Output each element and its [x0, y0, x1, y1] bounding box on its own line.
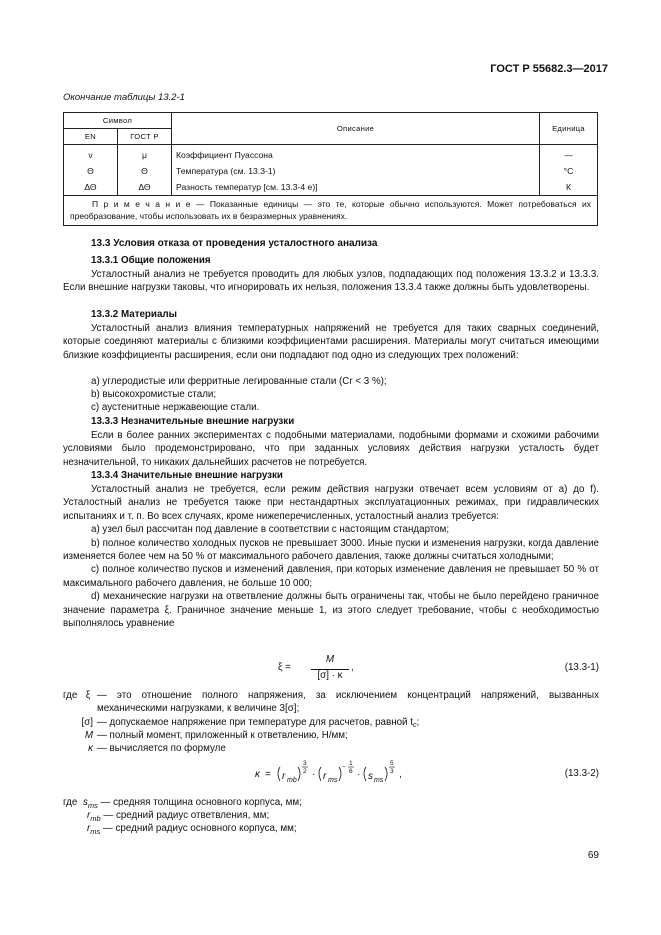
eq1-lhs: ξ = — [278, 662, 291, 673]
def-kappa: — вычисляется по формуле — [97, 743, 226, 754]
table-cell-en: ν — [64, 145, 118, 164]
svg-text:κ: κ — [255, 769, 260, 780]
svg-text:r: r — [282, 771, 286, 782]
table-cell-gost: μ — [118, 145, 172, 164]
svg-text:·: · — [357, 769, 361, 780]
paragraph-13-3-4: Усталостный анализ не требуется, если режим действия нагрузки отвечает всем условиям от а) до f). Усталостный анализ не требуется также при нестандартных эксплуатационных режимах, при гидравлических испытаниях и т. п. Во всех случаях, кроме нижеперечисленных, усталостный анализ требуется: а) узел был рассчитан под давление в соответствии с настоящим стандартом; b) полное количество холодных пусков не превышает 3000. Иные пуски и изменения нагрузки, когда давление изменяется более чем на 50 % от максимального рабочего давления, также должны считаться холодными; c) полное количество пусков и изменений давления, при которых изменение давления не превышает 50 % от максимального рабочего давления, не больше 10 000; d) механические нагрузки на ответвление должны быть ограничены так, чтобы не было перейдено граничное значение параметра ξ. Граничное значение меньше 1, из этого следует требование, чтобы с необходимостью выполнялось уравнение — [63, 484, 599, 630]
table-cell-desc: Разность температур [см. 13.3-4 е)] — [172, 179, 540, 196]
svg-text:−: − — [342, 764, 346, 771]
svg-text:,: , — [399, 769, 402, 780]
subsection-title-13-3-3: 13.3.3 Незначительные внешние нагрузки — [91, 416, 295, 427]
table-cell-unit: °C — [540, 163, 598, 179]
table-caption: Окончание таблицы 13.2-1 — [63, 92, 185, 103]
eq1-numerator: M — [325, 654, 335, 665]
table-row — [64, 179, 598, 196]
table-cell-unit: К — [540, 179, 598, 196]
where-item: $s_{ms}$ — средняя толщина основного корпуса, мм; — [83, 797, 302, 810]
paragraph-13-3-2: Усталостный анализ влияния температурных напряжений не требуется для таких сварных соединений, которые соединяют материалы с близкими коэффициентами расширения. Материалы могут считаться имеющими близкие коэффициенты расширения, если они подпадают под одно из следующих трех положений: — [63, 323, 599, 361]
svg-text:3: 3 — [390, 768, 394, 775]
svg-text:1: 1 — [349, 760, 353, 767]
sigma-subscript: c — [412, 722, 417, 729]
svg-text:s: s — [368, 771, 373, 782]
eq1-tail: , — [351, 662, 354, 673]
list-item: b) высокохромистые стали; — [91, 389, 217, 400]
equation-13-3-2 — [255, 755, 425, 787]
symbol-sigma: [σ] — [81, 717, 93, 728]
equation-13-3-1 — [278, 654, 368, 684]
table-cell-gost: Θ — [118, 163, 172, 179]
paragraph-13-3-3: Если в более ранних экспериментах с подобными материалами, подобными формами и схожими рабочими условиями было продемонстрировано, что при заданных условиях действия нагрузки усталость будет незначительной, то никаких дальнейших расчетов не потребуется. — [63, 430, 599, 468]
svg-text:r: r — [323, 771, 327, 782]
symbol-xi: ξ — [85, 690, 91, 701]
svg-text:5: 5 — [390, 760, 394, 767]
def-m: — полный момент, приложенный к ответвлению, Н/мм; — [97, 730, 348, 741]
note-text: — Показанные единицы — это те, которые обычно используются. Может потребоваться их преобразование, чтобы использовать их в безразмерных уравнениях. — [70, 199, 591, 221]
list-item: а) углеродистые или ферритные легированные стали (Cr < 3 %); — [91, 376, 387, 387]
svg-text:ms: ms — [328, 777, 338, 784]
svg-text:2: 2 — [303, 768, 307, 775]
table-header-symbol: Символ — [64, 113, 172, 129]
section-title: 13.3 Условия отказа от проведения усталостного анализа — [91, 238, 378, 249]
subsection-title-13-3-1: 13.3.1 Общие положения — [91, 255, 211, 266]
svg-text:ms: ms — [374, 777, 384, 784]
eq1-denominator: [σ] · κ — [317, 670, 343, 681]
table-cell-en: ΔΘ — [64, 179, 118, 196]
page-number: 69 — [587, 850, 599, 861]
subsection-title-13-3-2: 13.3.2 Материалы — [91, 309, 177, 320]
def-sigma: — допускаемое напряжение при температуре для расчетов, равной $t_c$; — [97, 717, 420, 729]
table-header-gost: ГОСТ Р — [118, 129, 172, 145]
symbol-table — [63, 112, 598, 226]
table-header-en: EN — [64, 129, 118, 145]
svg-text:·: · — [312, 769, 316, 780]
note-label: П р и м е ч а н и е — [92, 199, 191, 209]
table-note — [64, 196, 598, 226]
table-header-description: Описание — [172, 113, 540, 145]
paragraph-13-3-1: Усталостный анализ не требуется проводить для любых узлов, подпадающих под положения 13.3.2 и 13.3.3. Если внешние нагрузки таковы, что игнорировать их нельзя, положения 13.3.4 также должны быть удовлетворены. — [63, 269, 599, 294]
table-header-unit: Единица — [540, 113, 598, 145]
symbol-m: M — [84, 730, 93, 741]
where-label: где — [63, 797, 78, 808]
def-xi: — это отношение полного напряжения, за исключением концентраций напряжений, вызванных механическими нагрузками, к величине 3[σ]; — [97, 690, 599, 715]
where-item: $r_{mb}$ — средний радиус ответвления, мм; — [87, 810, 270, 823]
table-cell-desc: Температура (см. 13.3-1) — [172, 163, 540, 179]
table-row — [64, 145, 598, 164]
table-cell-unit: — — [540, 145, 598, 164]
svg-text:mb: mb — [287, 777, 297, 784]
table-cell-en: Θ — [64, 163, 118, 179]
table-cell-desc: Коэффициент Пуассона — [172, 145, 540, 164]
list-item: c) аустенитные нержавеющие стали. — [91, 402, 260, 413]
table-cell-gost: ΔΘ — [118, 179, 172, 196]
where-label: где — [63, 690, 78, 701]
svg-text:=: = — [265, 769, 271, 780]
svg-text:6: 6 — [349, 768, 353, 775]
equation-number: (13.3-1) — [564, 662, 599, 673]
symbol-kappa: κ — [88, 743, 93, 754]
document-header: ГОСТ Р 55682.3—2017 — [490, 63, 608, 75]
svg-text:3: 3 — [303, 760, 307, 767]
where-item: $r_{ms}$ — средний радиус основного корпуса, мм; — [87, 823, 297, 836]
equation-number: (13.3-2) — [564, 768, 599, 779]
table-row — [64, 163, 598, 179]
subsection-title-13-3-4: 13.3.4 Значительные внешние нагрузки — [91, 470, 283, 481]
